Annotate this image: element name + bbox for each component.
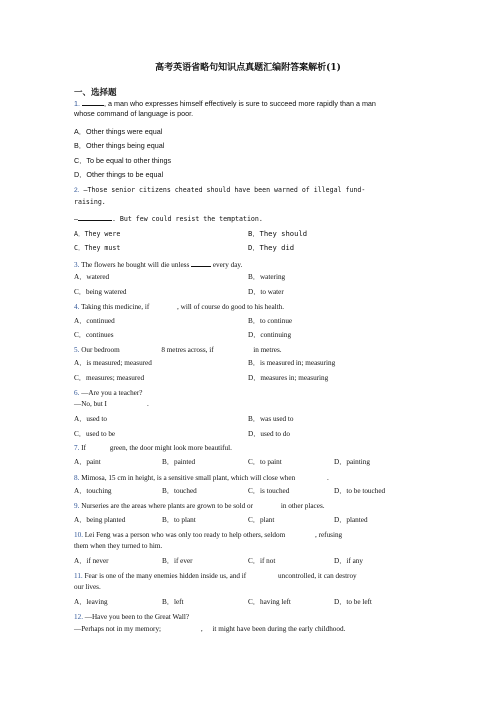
- answer-blank: [191, 259, 211, 267]
- q11-option-c[interactable]: C．having left: [248, 598, 291, 606]
- q7-option-a[interactable]: A．paint: [74, 458, 101, 466]
- question-number: 9.: [74, 502, 80, 510]
- q9-option-c[interactable]: C．plant: [248, 516, 275, 524]
- q11-option-a[interactable]: A．leaving: [74, 598, 108, 606]
- q3-option-b[interactable]: B．watering: [248, 273, 286, 281]
- answer-blank: [78, 213, 112, 221]
- question-number: 3.: [74, 261, 80, 269]
- q5-option-a[interactable]: A．is measured; measured: [74, 359, 152, 367]
- q11-option-d[interactable]: D．to be left: [334, 598, 372, 606]
- q10-option-a[interactable]: A．if never: [74, 557, 109, 565]
- q7-option-b[interactable]: B．painted: [162, 458, 196, 466]
- q10-option-d[interactable]: D．if any: [334, 557, 363, 565]
- question-7-stem: 7. If green, the door might look more beautiful.: [74, 444, 232, 452]
- q1-option-b[interactable]: B．Other things being equal: [74, 141, 165, 150]
- q6-option-b[interactable]: B．was used to: [248, 415, 294, 423]
- question-6-stem: 6. —Are you a teacher?: [74, 389, 143, 397]
- question-11-stem-cont: our lives.: [74, 583, 101, 591]
- q6-option-d[interactable]: D．used to do: [248, 430, 290, 438]
- q2-option-b[interactable]: B．They should: [248, 229, 308, 238]
- q5-option-c[interactable]: C．measures; measured: [74, 374, 145, 382]
- question-2-stem: 2. —Those senior citizens cheated should have been warned of illegal fund-: [74, 186, 366, 194]
- q9-option-d[interactable]: D．planted: [334, 516, 368, 524]
- question-3-stem: 3. The flowers he bought will die unless every day.: [74, 261, 243, 269]
- question-2-stem-reply: — . But few could resist the temptation.: [74, 215, 263, 223]
- q1-option-d[interactable]: D．Other things to be equal: [74, 170, 164, 179]
- question-2-stem-cont: raising.: [74, 198, 106, 206]
- question-5-stem: 5. Our bedroom 8 metres across, if in metres.: [74, 346, 282, 354]
- q2-option-a[interactable]: A．They were: [74, 230, 121, 238]
- q2-option-c[interactable]: C．They must: [74, 244, 121, 252]
- question-10-stem: 10. Lei Feng was a person who was only too ready to help others, seldom , refusing: [74, 531, 343, 539]
- question-number: 1.: [74, 99, 80, 108]
- q4-option-c[interactable]: C．continues: [74, 331, 114, 339]
- question-number: 12.: [74, 613, 83, 621]
- q2-option-d[interactable]: D．They did: [248, 243, 295, 252]
- q9-option-a[interactable]: A．being planted: [74, 516, 126, 524]
- question-number: 11.: [74, 572, 83, 580]
- question-12-reply: —Perhaps not in my memory; , it might have been during the early childhood.: [74, 625, 346, 633]
- question-number: 8.: [74, 474, 80, 482]
- q7-option-c[interactable]: C．to paint: [248, 458, 282, 466]
- question-11-stem: 11. Fear is one of the many enemies hidden inside us, and if uncontrolled, it can destroy: [74, 572, 357, 580]
- answer-blank: [82, 98, 104, 106]
- q1-option-a[interactable]: A．Other things were equal: [74, 127, 163, 136]
- q5-option-d[interactable]: D．measures in; measuring: [248, 374, 329, 382]
- question-4-stem: 4. Taking this medicine, if , will of course do good to his health.: [74, 303, 285, 311]
- q9-option-b[interactable]: B．to plant: [162, 516, 196, 524]
- question-number: 2.: [74, 187, 80, 194]
- q3-option-d[interactable]: D．to water: [248, 288, 284, 296]
- q3-option-a[interactable]: A．watered: [74, 273, 110, 281]
- q6-option-c[interactable]: C．used to be: [74, 430, 116, 438]
- q3-option-c[interactable]: C．being watered: [74, 288, 127, 296]
- page-title: 高考英语省略句知识点真题汇编附答案解析(1): [155, 63, 341, 73]
- question-6-reply: —No, but I .: [74, 400, 149, 408]
- q8-option-c[interactable]: C．is touched: [248, 487, 290, 495]
- question-9-stem: 9. Nurseries are the areas where plants are grown to be sold or in other places.: [74, 502, 325, 510]
- q7-option-d[interactable]: D．painting: [334, 458, 370, 466]
- q8-option-b[interactable]: B．touched: [162, 487, 197, 495]
- question-1-stem-cont: whose command of language is poor.: [74, 109, 194, 118]
- q10-option-b[interactable]: B．if ever: [162, 557, 193, 565]
- q1-option-c[interactable]: C．To be equal to other things: [74, 156, 172, 165]
- question-number: 5.: [74, 346, 80, 354]
- q8-option-d[interactable]: D．to be touched: [334, 487, 386, 495]
- question-8-stem: 8. Mimosa, 15 cm in height, is a sensitive small plant, which will close when .: [74, 474, 329, 482]
- question-number: 10.: [74, 531, 83, 539]
- question-12-stem: 12. —Have you been to the Great Wall?: [74, 613, 190, 621]
- question-1-stem: 1. , a man who expresses himself effectively is sure to succeed more rapidly than a man: [74, 99, 376, 108]
- q10-option-c[interactable]: C．if not: [248, 557, 276, 565]
- q6-option-a[interactable]: A．used to: [74, 415, 107, 423]
- q4-option-d[interactable]: D．continuing: [248, 331, 292, 339]
- question-number: 6.: [74, 389, 80, 397]
- section-heading: 一、选择题: [74, 88, 117, 98]
- question-number: 7.: [74, 444, 80, 452]
- q11-option-b[interactable]: B．left: [162, 598, 184, 606]
- q5-option-b[interactable]: B．is measured in; measuring: [248, 359, 336, 367]
- q8-option-a[interactable]: A．touching: [74, 487, 112, 495]
- question-10-stem-cont: them when they turned to him.: [74, 542, 163, 550]
- question-number: 4.: [74, 303, 80, 311]
- q4-option-b[interactable]: B．to continue: [248, 317, 293, 325]
- q4-option-a[interactable]: A．continued: [74, 317, 115, 325]
